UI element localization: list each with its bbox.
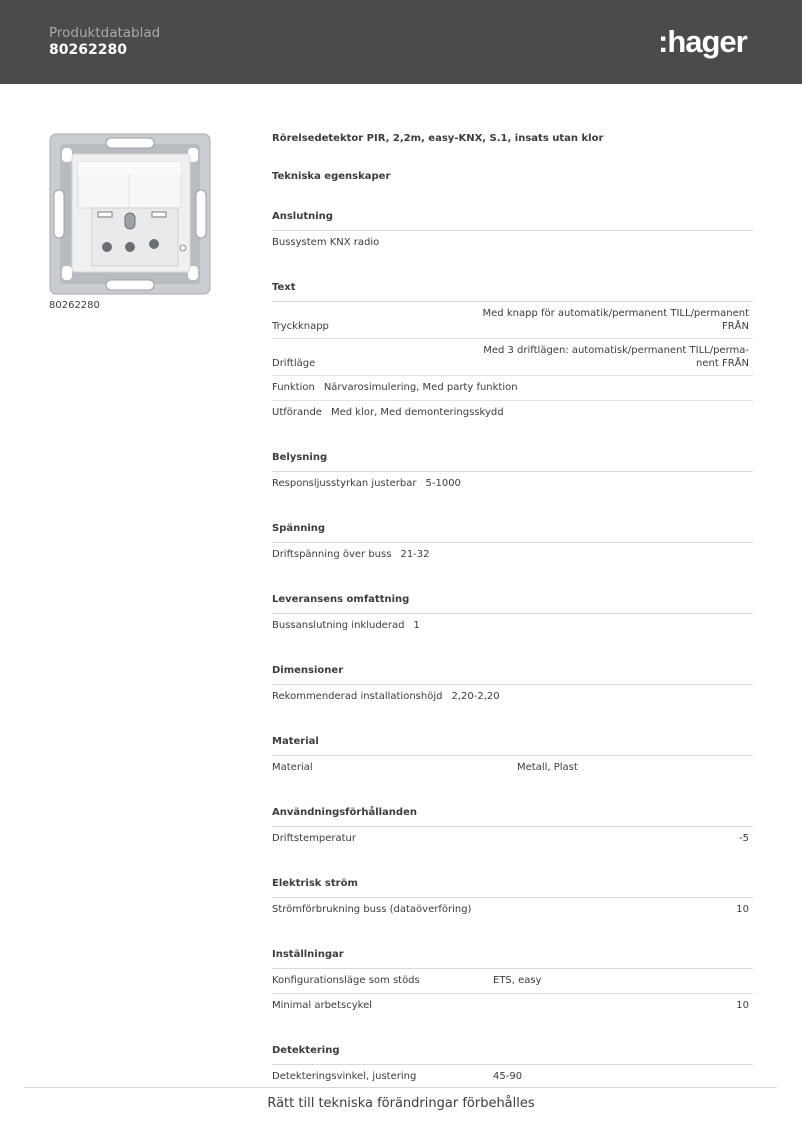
spec-label: Responsljusstyrkan justerbar bbox=[272, 478, 417, 489]
spec-value-line: nent FRÅN bbox=[696, 358, 749, 369]
spec-value: 21-32 bbox=[400, 549, 430, 560]
spec-row bbox=[272, 685, 753, 709]
group-text bbox=[272, 281, 753, 425]
product-title: Rörelsedetektor PIR, 2,2m, easy-KNX, S.1, insats utan klor bbox=[272, 133, 604, 144]
spec-value-line: Med 3 driftlägen: automatisk/permanent TILL/perma- bbox=[483, 345, 749, 356]
spec-label: Detekteringsvinkel, justering bbox=[272, 1071, 417, 1082]
spec-row bbox=[272, 756, 753, 780]
footer-divider bbox=[24, 1087, 777, 1088]
group-title: Material bbox=[272, 735, 753, 756]
spec-row bbox=[272, 1065, 753, 1089]
spec-value-line: FRÅN bbox=[721, 321, 749, 332]
spec-label: Utförande bbox=[272, 407, 322, 418]
spec-label: Bussanslutning inkluderad bbox=[272, 620, 405, 631]
spec-label: Driftstemperatur bbox=[272, 833, 356, 844]
group-title: Spänning bbox=[272, 522, 753, 543]
spec-row bbox=[272, 401, 753, 425]
spec-label: Rekommenderad installationshöjd bbox=[272, 691, 443, 702]
group-spanning bbox=[272, 522, 753, 567]
spec-label: Konfigurationsläge som stöds bbox=[272, 975, 420, 986]
image-caption: 80262280 bbox=[49, 300, 100, 311]
spec-row bbox=[272, 231, 753, 255]
group-title: Leveransens omfattning bbox=[272, 593, 753, 614]
group-leveransens-omfattning bbox=[272, 593, 753, 638]
spec-label: Material bbox=[272, 762, 313, 773]
spec-row bbox=[272, 898, 753, 922]
hager-logo: :hager bbox=[658, 24, 747, 59]
group-title: Dimensioner bbox=[272, 664, 753, 685]
spec-row bbox=[272, 543, 753, 567]
group-belysning bbox=[272, 451, 753, 496]
group-title: Detektering bbox=[272, 1044, 753, 1065]
group-dimensioner bbox=[272, 664, 753, 709]
spec-label: Strömförbrukning buss (dataöverföring) bbox=[272, 904, 472, 915]
spec-row bbox=[272, 472, 753, 496]
spec-row bbox=[272, 827, 753, 851]
spec-value: ETS, easy bbox=[493, 975, 542, 986]
group-material bbox=[272, 735, 753, 780]
spec-value-line: Med knapp för automatik/permanent TILL/permanent bbox=[482, 308, 749, 319]
spec-label: Minimal arbetscykel bbox=[272, 1000, 372, 1011]
spec-value: 10 bbox=[736, 904, 749, 915]
spec-value: Närvarosimulering, Med party funktion bbox=[323, 382, 518, 393]
product-code: 80262280 bbox=[49, 42, 127, 58]
product-image bbox=[48, 132, 212, 296]
spec-row bbox=[272, 376, 753, 401]
spec-row bbox=[272, 302, 753, 339]
spec-value: Metall, Plast bbox=[517, 762, 578, 773]
group-title: Text bbox=[272, 281, 753, 302]
spec-value: 5-1000 bbox=[425, 478, 461, 489]
group-detektering bbox=[272, 1044, 753, 1089]
spec-value: -5 bbox=[739, 833, 749, 844]
group-title: Anslutning bbox=[272, 210, 753, 231]
spec-label: Bussystem KNX radio bbox=[272, 237, 380, 248]
spec-label: Tryckknapp bbox=[272, 321, 329, 332]
spec-value: 10 bbox=[736, 1000, 749, 1011]
spec-label: Driftläge bbox=[272, 358, 316, 369]
spec-row bbox=[272, 969, 753, 994]
spec-value: 45-90 bbox=[493, 1071, 523, 1082]
page-header bbox=[0, 0, 802, 84]
group-title: Belysning bbox=[272, 451, 753, 472]
group-anslutning bbox=[272, 210, 753, 255]
spec-label: Funktion bbox=[272, 382, 315, 393]
spec-value: 2,20-2,20 bbox=[451, 691, 500, 702]
group-elektrisk-strom bbox=[272, 877, 753, 922]
group-installningar bbox=[272, 948, 753, 1018]
group-title: Elektrisk ström bbox=[272, 877, 753, 898]
spec-value bbox=[479, 344, 749, 370]
spec-value bbox=[479, 307, 749, 333]
section-title: Tekniska egenskaper bbox=[272, 171, 391, 182]
spec-row bbox=[272, 339, 753, 376]
group-anvandningsforhallanden bbox=[272, 806, 753, 851]
motion-detector-illustration bbox=[48, 132, 212, 296]
spec-value: Med klor, Med demonteringsskydd bbox=[330, 407, 504, 418]
spec-row bbox=[272, 994, 753, 1018]
spec-value: 1 bbox=[413, 620, 420, 631]
footer-disclaimer: Rätt till tekniska förändringar förbehålles bbox=[267, 1096, 535, 1111]
spec-row bbox=[272, 614, 753, 638]
group-title: Inställningar bbox=[272, 948, 753, 969]
document-type: Produktdatablad bbox=[49, 25, 161, 41]
spec-content bbox=[272, 132, 753, 1089]
group-title: Användningsförhållanden bbox=[272, 806, 753, 827]
spec-label: Driftspänning över buss bbox=[272, 549, 392, 560]
